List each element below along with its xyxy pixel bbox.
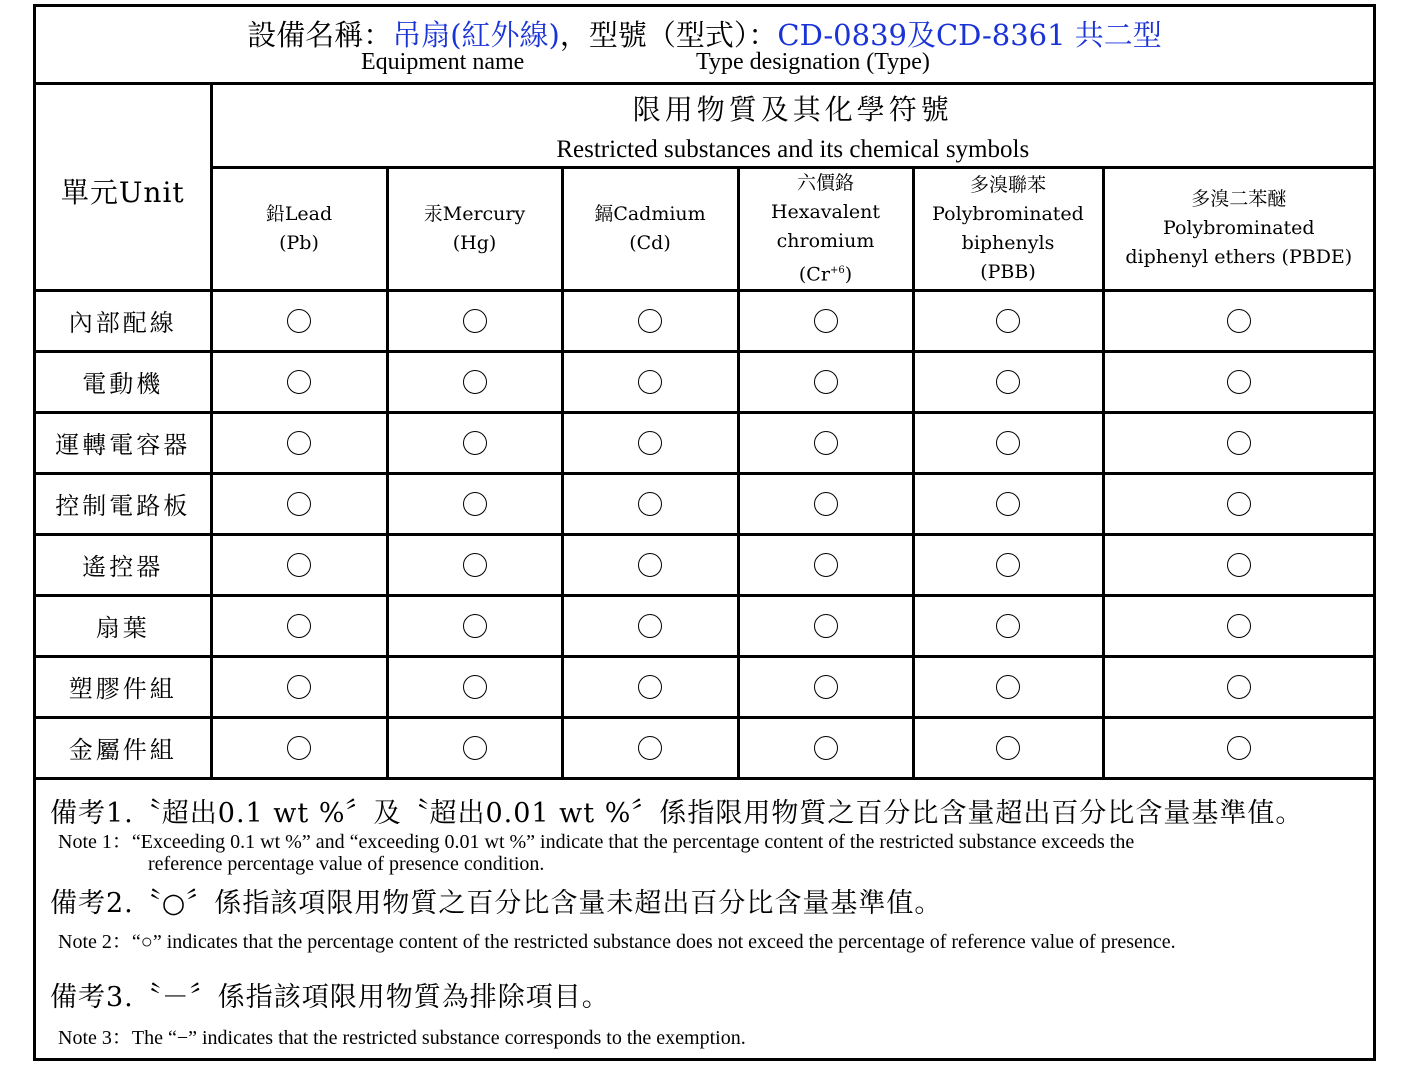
- presence-mark-cell: [1103, 412, 1373, 473]
- circle-mark-icon: [1227, 736, 1251, 760]
- note-3-zh: 備考3.〝－〞係指該項限用物質為排除項目。: [50, 982, 610, 1013]
- circle-mark-icon: [638, 614, 662, 638]
- circle-mark-icon: [463, 492, 487, 516]
- circle-mark-icon: [1227, 614, 1251, 638]
- presence-mark-cell: [738, 595, 913, 656]
- circle-mark-icon: [638, 492, 662, 516]
- presence-mark-cell: [1103, 595, 1373, 656]
- circle-mark-icon: [463, 431, 487, 455]
- circle-mark-icon: [638, 370, 662, 394]
- presence-mark-cell: [211, 656, 387, 717]
- table-row: [36, 656, 1373, 717]
- presence-mark-cell: [1103, 717, 1373, 778]
- presence-mark-cell: [1103, 351, 1373, 412]
- circle-mark-icon: [996, 736, 1020, 760]
- circle-mark-icon: [996, 492, 1020, 516]
- presence-mark-cell: [211, 534, 387, 595]
- presence-mark-cell: [211, 412, 387, 473]
- presence-mark-cell: [913, 290, 1103, 351]
- unit-header: 單元Unit: [36, 85, 211, 290]
- circle-mark-icon: [814, 736, 838, 760]
- circle-mark-icon: [814, 675, 838, 699]
- rohs-declaration-frame: [33, 4, 1376, 1061]
- column-header-pbb: 多溴聯苯 Polybrominated biphenyls (PBB): [913, 167, 1103, 290]
- circle-mark-icon: [996, 614, 1020, 638]
- presence-mark-cell: [387, 412, 562, 473]
- presence-mark-cell: [913, 717, 1103, 778]
- circle-mark-icon: [996, 309, 1020, 333]
- circle-mark-icon: [996, 553, 1020, 577]
- circle-mark-icon: [814, 553, 838, 577]
- presence-mark-cell: [211, 595, 387, 656]
- circle-mark-icon: [463, 553, 487, 577]
- row-unit-label: 扇葉: [36, 595, 211, 656]
- circle-mark-icon: [287, 553, 311, 577]
- circle-mark-icon: [463, 736, 487, 760]
- substances-title-zh: 限用物質及其化學符號: [632, 93, 953, 127]
- presence-mark-cell: [913, 473, 1103, 534]
- presence-mark-cell: [1103, 534, 1373, 595]
- circle-mark-icon: [287, 736, 311, 760]
- presence-mark-cell: [562, 656, 738, 717]
- substances-title-en: Restricted substances and its chemical symbols: [556, 136, 1030, 164]
- circle-mark-icon: [814, 492, 838, 516]
- circle-mark-icon: [638, 553, 662, 577]
- circle-mark-icon: [463, 370, 487, 394]
- circle-mark-icon: [463, 309, 487, 333]
- row-unit-label: 運轉電容器: [36, 412, 211, 473]
- column-header-mercury: 汞Mercury (Hg): [387, 167, 562, 290]
- row-unit-label: 金屬件組: [36, 717, 211, 778]
- circle-mark-icon: [287, 309, 311, 333]
- circle-mark-icon: [287, 675, 311, 699]
- circle-mark-icon: [814, 614, 838, 638]
- column-header-hexavalent-chromium: 六價鉻 Hexavalent chromium $(Cr^{+6})$: [738, 167, 913, 290]
- presence-mark-cell: [211, 351, 387, 412]
- presence-mark-cell: [387, 717, 562, 778]
- equipment-label-zh: 設備名稱：: [247, 18, 393, 52]
- presence-mark-cell: [387, 534, 562, 595]
- presence-mark-cell: [738, 534, 913, 595]
- presence-mark-cell: [1103, 656, 1373, 717]
- circle-mark-icon: [287, 492, 311, 516]
- presence-mark-cell: [1103, 473, 1373, 534]
- type-value: CD-0839及CD-8361 共二型: [777, 18, 1162, 52]
- row-unit-label: 塑膠件組: [36, 656, 211, 717]
- separator: ，: [559, 18, 589, 52]
- circle-mark-icon: [287, 614, 311, 638]
- row-unit-label: 內部配線: [36, 290, 211, 351]
- presence-mark-cell: [1103, 290, 1373, 351]
- presence-mark-cell: [387, 351, 562, 412]
- presence-mark-cell: [562, 534, 738, 595]
- circle-mark-icon: [814, 431, 838, 455]
- circle-mark-icon: [1227, 309, 1251, 333]
- column-header-pbde: 多溴二苯醚 Polybrominated diphenyl ethers (PBDE): [1103, 167, 1373, 290]
- table-row: [36, 412, 1373, 473]
- presence-mark-cell: [738, 717, 913, 778]
- presence-mark-cell: [562, 351, 738, 412]
- presence-mark-cell: [211, 473, 387, 534]
- equipment-header: [36, 7, 1373, 85]
- table-body: [36, 290, 1373, 778]
- circle-mark-icon: [814, 309, 838, 333]
- equipment-value: 吊扇(紅外線): [392, 18, 560, 52]
- presence-mark-cell: [738, 290, 913, 351]
- table-row: [36, 717, 1373, 778]
- note-1-en-continued: reference percentage value of presence condition.: [148, 853, 545, 875]
- circle-mark-icon: [1227, 675, 1251, 699]
- presence-mark-cell: [738, 473, 913, 534]
- circle-mark-icon: [463, 675, 487, 699]
- circle-mark-icon: [1227, 492, 1251, 516]
- presence-mark-cell: [387, 595, 562, 656]
- row-unit-label: 控制電路板: [36, 473, 211, 534]
- type-label-zh: 型號（型式）：: [588, 18, 778, 52]
- presence-mark-cell: [913, 595, 1103, 656]
- presence-mark-cell: [562, 595, 738, 656]
- row-unit-label: 遙控器: [36, 534, 211, 595]
- circle-mark-icon: [638, 675, 662, 699]
- presence-mark-cell: [562, 473, 738, 534]
- presence-mark-cell: [562, 290, 738, 351]
- circle-mark-icon: [1227, 370, 1251, 394]
- circle-mark-icon: [996, 675, 1020, 699]
- circle-mark-icon: [996, 370, 1020, 394]
- note-3-en: Note 3：The “−” indicates that the restricted substance corresponds to the exemption.: [58, 1027, 746, 1049]
- circle-mark-icon: [287, 431, 311, 455]
- circle-mark-icon: [1227, 553, 1251, 577]
- column-header-cadmium: 鎘Cadmium (Cd): [562, 167, 738, 290]
- row-unit-label: 電動機: [36, 351, 211, 412]
- presence-mark-cell: [211, 717, 387, 778]
- restricted-substances-table: [36, 85, 1373, 780]
- table-row: [36, 290, 1373, 351]
- presence-mark-cell: [913, 534, 1103, 595]
- presence-mark-cell: [562, 717, 738, 778]
- substances-title-cell: [211, 85, 1373, 167]
- presence-mark-cell: [387, 290, 562, 351]
- note-1-zh: 備考1.〝超出0.1 wt %〞及〝超出0.01 wt %〞係指限用物質之百分比含量超出百分比含量基準值。: [50, 798, 1304, 829]
- presence-mark-cell: [913, 656, 1103, 717]
- circle-mark-icon: [638, 309, 662, 333]
- presence-mark-cell: [913, 412, 1103, 473]
- note-1-en: Note 1：“Exceeding 0.1 wt %” and “exceeding 0.01 wt %” indicate that the percentage content of the restricted substance exceeds the: [58, 831, 1135, 853]
- circle-mark-icon: [638, 431, 662, 455]
- presence-mark-cell: [562, 412, 738, 473]
- equipment-type-line: [36, 13, 1373, 54]
- presence-mark-cell: [738, 351, 913, 412]
- circle-mark-icon: [996, 431, 1020, 455]
- equipment-label-en: Equipment name: [361, 49, 525, 75]
- circle-mark-icon: [814, 370, 838, 394]
- table-row: [36, 534, 1373, 595]
- presence-mark-cell: [211, 290, 387, 351]
- table-row: [36, 473, 1373, 534]
- column-header-lead: 鉛Lead (Pb): [211, 167, 387, 290]
- circle-mark-icon: [287, 370, 311, 394]
- table-row: [36, 595, 1373, 656]
- table-row: [36, 351, 1373, 412]
- presence-mark-cell: [387, 656, 562, 717]
- presence-mark-cell: [913, 351, 1103, 412]
- note-2-en: Note 2：“○” indicates that the percentage content of the restricted substance does not exceed the percentage of reference value of presence.: [58, 931, 1176, 953]
- circle-mark-icon: [638, 736, 662, 760]
- circle-mark-icon: [1227, 431, 1251, 455]
- presence-mark-cell: [387, 473, 562, 534]
- circle-mark-icon: [463, 614, 487, 638]
- note-2-zh: 備考2.〝○〞係指該項限用物質之百分比含量未超出百分比含量基準值。: [50, 888, 943, 919]
- type-label-en: Type designation (Type): [696, 49, 930, 75]
- presence-mark-cell: [738, 656, 913, 717]
- presence-mark-cell: [738, 412, 913, 473]
